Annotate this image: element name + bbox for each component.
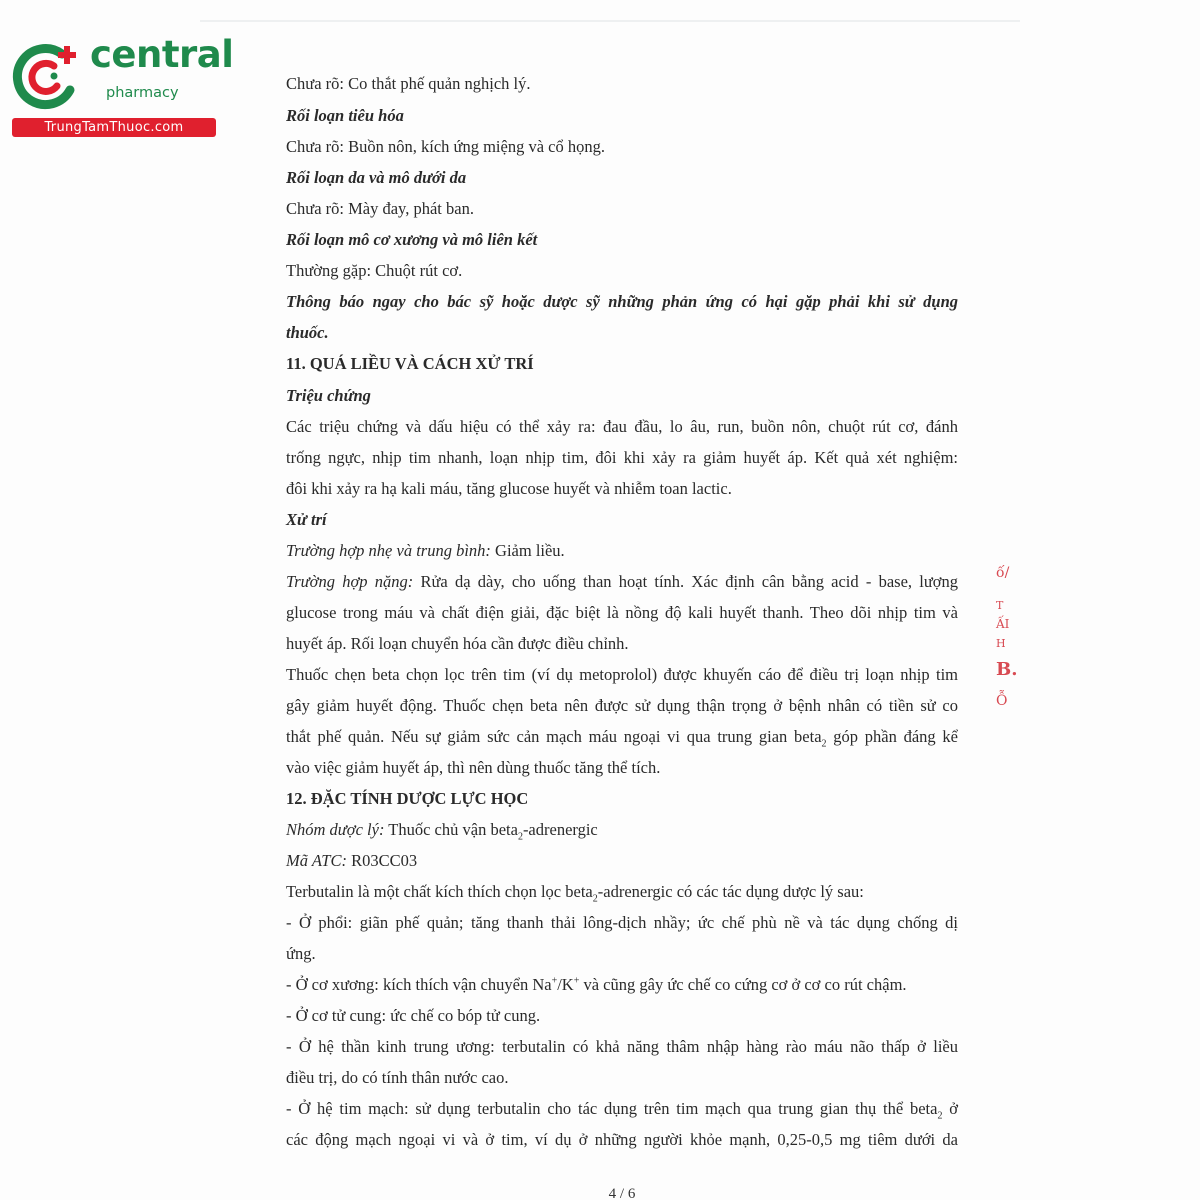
text-line: [286, 727, 958, 750]
text-run: ở: [942, 1099, 958, 1118]
text-run: Xử trí: [286, 510, 327, 529]
text-line: [286, 479, 958, 499]
text-run: 2: [937, 1110, 943, 1122]
text-line: [286, 572, 958, 592]
text-run: Giảm liều.: [490, 541, 565, 560]
text-run: đôi khi xảy ra hạ kali máu, tăng glucose huyết và nhiễm toan lactic.: [286, 479, 732, 498]
text-run: Chưa rõ: Co thắt phế quản nghịch lý.: [286, 74, 531, 93]
text-run: Triệu chứng: [286, 386, 371, 405]
text-line: [286, 230, 958, 250]
text-run: điều trị, do có tính thân nước cao.: [286, 1068, 509, 1087]
text-run: -adrenergic: [522, 820, 598, 839]
text-run: Rối loạn mô cơ xương và mô liên kết: [286, 230, 538, 249]
text-line: [286, 1068, 958, 1088]
text-run: Thuốc chẹn beta chọn lọc trên tim (ví dụ metoprolol) được khuyến cáo để điều trị loạn nhịp tim: [286, 665, 958, 684]
text-run: Thông báo ngay cho bác sỹ hoặc dược sỹ những phản ứng có hại gặp phải khi sử dụng: [286, 292, 958, 311]
text-line: [286, 261, 958, 281]
text-line: [286, 1099, 958, 1122]
text-run: Rối loạn da và mô dưới da: [286, 168, 467, 187]
section-heading: 12. ĐẶC TÍNH DƯỢC LỰC HỌC: [286, 789, 529, 808]
text-line: [286, 603, 958, 623]
text-run: 2: [517, 831, 523, 843]
text-line: [286, 820, 958, 843]
text-line: [286, 417, 958, 437]
text-run: huyết áp. Rối loạn chuyển hóa cần được điều chỉnh.: [286, 634, 629, 653]
text-run: 2: [821, 738, 827, 750]
logo-site-band: TrungTamThuoc.com: [12, 118, 216, 137]
text-run: Chưa rõ: Mày đay, phát ban.: [286, 199, 474, 218]
text-line: [286, 541, 958, 561]
text-run: - Ở cơ tử cung: ức chế co bóp tử cung.: [286, 1006, 541, 1025]
text-run: thuốc.: [286, 323, 329, 342]
text-line: [286, 665, 958, 685]
text-run: gây giảm huyết động. Thuốc chẹn beta nên được sử dụng thận trọng ở bệnh nhân có tiền sử co: [286, 696, 958, 715]
text-line: [286, 168, 958, 188]
text-run: - Ở hệ thần kinh trung ương: terbutalin có khả năng thâm nhập hàng rào máu não thấp ở liều: [286, 1037, 958, 1056]
stamp-glyph: Ỗ: [996, 693, 1008, 709]
text-run: Rửa dạ dày, cho uống than hoạt tính. Xác định cân bằng acid - base, lượng: [413, 572, 958, 591]
stamp-glyph: ố/: [996, 565, 1010, 581]
text-line: [286, 386, 958, 406]
text-run: - Ở hệ tim mạch: sử dụng terbutalin cho tác dụng trên tim mạch qua trung gian thụ thể beta: [286, 1099, 938, 1118]
stamp-glyph: B.: [996, 659, 1018, 680]
text-run: Trường hợp nặng:: [286, 572, 414, 591]
central-pharmacy-logo: [10, 33, 234, 136]
stamp-glyph: H: [996, 637, 1006, 650]
text-run: 2: [592, 893, 598, 905]
text-run: Terbutalin là một chất kích thích chọn lọc beta: [286, 882, 593, 901]
text-line: [286, 1006, 958, 1026]
text-run: và cũng gây ức chế co cứng cơ ở cơ co rút chậm.: [579, 975, 907, 994]
scan-shadow: [200, 20, 1020, 22]
text-run: trống ngực, nhịp tim nhanh, loạn nhịp tim, đôi khi xảy ra giảm huyết áp. Kết quả xét nghiệm:: [286, 448, 958, 467]
text-run: -adrenergic có các tác dụng dược lý sau:: [597, 882, 864, 901]
red-stamp-fragment: [996, 565, 1030, 725]
text-run: Mã ATC:: [286, 851, 347, 870]
text-run: ứng.: [286, 944, 316, 963]
text-line: [286, 789, 958, 809]
text-line: [286, 975, 958, 995]
text-run: R03CC03: [346, 851, 418, 870]
logo-brand-text: central: [90, 33, 234, 76]
text-run: Thường gặp: Chuột rút cơ.: [286, 261, 463, 280]
text-run: Rối loạn tiêu hóa: [286, 106, 404, 125]
text-line: [286, 74, 958, 94]
text-line: [286, 696, 958, 716]
text-line: [286, 448, 958, 468]
text-line: [286, 913, 958, 933]
text-line: [286, 199, 958, 219]
pharmacy-cross-icon: [10, 40, 82, 112]
text-run: glucose trong máu và chất điện giải, đặc biệt là nồng độ kali huyết thanh. Theo dõi nhịp tim và: [286, 603, 958, 622]
text-line: [286, 634, 958, 654]
text-line: [286, 1130, 958, 1150]
text-run: +: [551, 975, 558, 987]
section-heading: 11. QUÁ LIỀU VÀ CÁCH XỬ TRÍ: [286, 354, 534, 373]
stamp-glyph: ẤI: [996, 617, 1010, 631]
text-run: góp phần đáng kể: [826, 727, 958, 746]
text-run: vào việc giảm huyết áp, thì nên dùng thuốc tăng thể tích.: [286, 758, 661, 777]
logo-sub-text: pharmacy: [106, 85, 179, 101]
text-run: - Ở phổi: giãn phế quản; tăng thanh thải lông-dịch nhầy; ức chế phù nề và tác dụng chống dị: [286, 913, 958, 932]
text-line: [286, 510, 958, 530]
text-line: [286, 354, 958, 374]
text-run: +: [573, 975, 580, 987]
text-run: /K: [557, 975, 574, 994]
text-line: [286, 758, 958, 778]
stamp-glyph: T: [996, 599, 1004, 612]
text-line: [286, 106, 958, 126]
text-run: Thuốc chủ vận beta: [384, 820, 518, 839]
text-line: [286, 1037, 958, 1057]
text-run: - Ở cơ xương: kích thích vận chuyển Na: [286, 975, 552, 994]
text-line: [286, 944, 958, 964]
text-run: Chưa rõ: Buồn nôn, kích ứng miệng và cổ họng.: [286, 137, 605, 156]
text-run: thắt phế quản. Nếu sự giảm sức cản mạch máu ngoại vi qua trung gian beta: [286, 727, 822, 746]
text-line: [286, 882, 958, 905]
page-number: 4 / 6: [608, 1186, 636, 1202]
text-line: [286, 851, 958, 871]
text-line: [286, 137, 958, 157]
text-run: Trường hợp nhẹ và trung bình:: [286, 541, 491, 560]
text-run: Các triệu chứng và dấu hiệu có thể xảy ra: đau đầu, lo âu, run, buồn nôn, chuột rút cơ, đánh: [286, 417, 958, 436]
text-run: Nhóm dược lý:: [286, 820, 385, 839]
text-line: [286, 323, 958, 343]
text-run: các động mạch ngoại vi và ở tim, ví dụ ở những người khỏe mạnh, 0,25-0,5 mg tiêm dưới da: [286, 1130, 958, 1149]
text-line: [286, 292, 958, 312]
